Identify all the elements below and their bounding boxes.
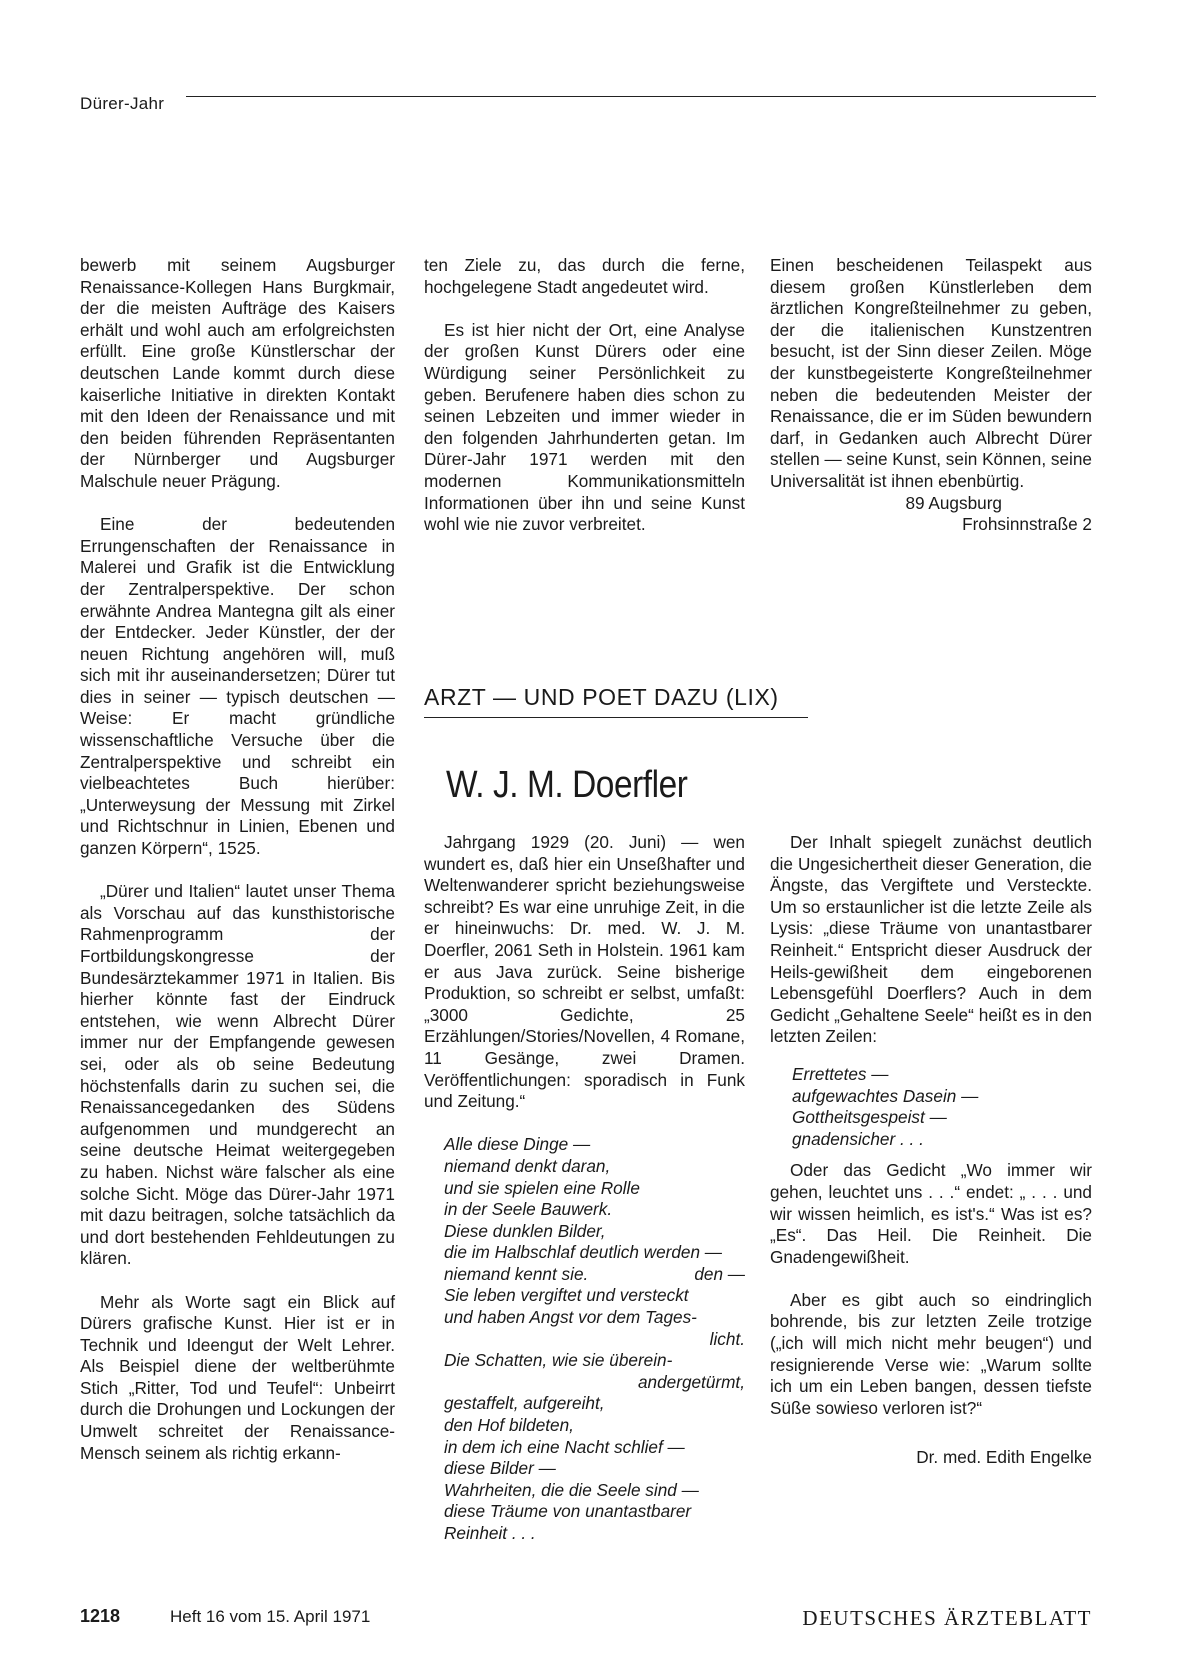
paragraph: „Dürer und Italien“ lautet unser Thema als Vorschau auf das kunsthistorische Rahmenprogramm der Fortbildungskongresse der Bundesärztekammer 1971 in Italien. Bis hierher könnte fast der Eindruck entstehen, wie wenn Albrecht Dürer immer nur der Empfangende gewesen sei, oder als ob seine Bedeutung höchstenfalls darin zu suchen sei, die Renaissancegedanken des Südens aufgenommen und mundgerecht an seine deutsche Heimat weitergegeben zu haben. Nichst wäre falscher als eine solche Sicht. Möge das Dürer-Jahr 1971 mit dazu beitragen, solche tatsächlich da und dort bestehenden Fehldeutungen zu klären.: [80, 881, 395, 1269]
poem-line: Errettetes —: [792, 1063, 889, 1084]
author-address-line: 89 Augsburg: [905, 492, 1002, 513]
poem-line: gnadensicher . . .: [792, 1128, 924, 1149]
poem-line: Gottheitsgespeist —: [792, 1107, 947, 1128]
poem-line: Alle diese Dinge —: [444, 1134, 591, 1155]
paragraph: bewerb mit seinem Augsburger Renaissance-Kollegen Hans Burgkmair, der die meisten Aufträge des Kaisers erhält und wohl auch am erfolgreichsten erfüllt. Eine große Künstlerschar der deutschen Lande kommt durch diese kaiserliche Initiative in direkten Kontakt mit den Ideen der Renaissance und mit den beiden führenden Repräsentanten der Nürnberger und Augsburger Malschule neuer Prägung.: [80, 255, 395, 491]
poem-quote: [444, 1134, 745, 1544]
issue-info: Heft 16 vom 15. April 1971: [170, 1607, 371, 1626]
author-address-line: Frohsinnstraße 2: [962, 514, 1092, 535]
poem-line: in der Seele Bauwerk.: [444, 1199, 613, 1220]
feature-column-left: [424, 832, 745, 1545]
author-signature: Dr. med. Edith Engelke: [916, 1447, 1092, 1468]
paragraph: Mehr als Worte sagt ein Blick auf Dürers grafische Kunst. Hier ist er in Technik und Ideengut der Welt Lehrer. Als Beispiel diene der weltberühmte Stich „Ritter, Tod und Teufel“: Unbeirrt durch die Drohungen und Lockungen der Umwelt schreitet der Renaissance-Mensch seinem als richtig erkann-: [80, 1291, 395, 1463]
poem-line: und sie spielen eine Rolle: [444, 1177, 640, 1198]
header-rule: [186, 96, 1096, 97]
poem-line: Sie leben vergiftet und versteckt: [444, 1285, 689, 1306]
journal-name: DEUTSCHES ÄRZTEBLATT: [802, 1606, 1092, 1630]
poem-line: Diese dunklen Bilder,: [444, 1220, 606, 1241]
page-footer: [80, 1606, 1092, 1636]
paragraph: Oder das Gedicht „Wo immer wir gehen, leuchtet uns . . .“ endet: „ . . . und wir wissen heimlich, es ist's.“ Was ist es? „Es“. Das Heil. Die Reinheit. Die Gnadengewißheit.: [770, 1160, 1092, 1267]
paragraph: Es ist hier nicht der Ort, eine Analyse der großen Kunst Dürers oder eine Würdigung seiner Persönlichkeit zu geben. Berufenere haben dies schon zu seinen Lebzeiten und immer wieder in den folgenden Jahrhunderten getan. Im Dürer-Jahr 1971 werden mit den modernen Kommunikationsmitteln Informationen über ihn und seine Kunst wohl wie nie zuvor verbreitet.: [424, 319, 745, 535]
poem-line-overflow: andergetürmt,: [637, 1371, 745, 1392]
poem-line: diese Träume von unantastbarer: [444, 1501, 692, 1522]
paragraph: Jahrgang 1929 (20. Juni) — wen wundert es, daß hier ein Unseßhafter und Weltenwanderer spricht beziehungsweise schreibt? Es war eine unruhige Zeit, in die er hineinwuchs: Dr. med. W. J. M. Doerfler, 2061 Seth in Holstein. 1961 kam er aus Java zurück. Seine bisherige Produktion, so schreibt er selbst, umfaßt: „3000 Gedichte, 25 Erzählungen/Stories/Novellen, 4 Romane, 11 Gesänge, zwei Dramen. Veröffentlichungen: sporadisch in Funk und Zeitung.“: [424, 832, 745, 1112]
article-column-3: [770, 255, 1092, 536]
paragraph: Einen bescheidenen Teilaspekt aus diesem großen Künstlerleben dem ärztlichen Kongreßteilnehmer zu geben, der die italienischen Kunstzentren besucht, ist der Sinn dieser Zeilen. Möge der kunstbegeisterte Kongreßteilnehmer neben die bedeutenden Meister der Renaissance, die er im Süden bewundern darf, in Gedanken auch Albrecht Dürer stellen — seine Kunst, sein Können, seine Universalität ist ihnen ebenbürtig.: [770, 255, 1092, 491]
paragraph: Der Inhalt spiegelt zunächst deutlich die Ungesichertheit dieser Generation, die Ängste, das Vergiftete und Versteckte. Um so erstaunlicher ist die letzte Zeile als Lysis: „diese Träume von unantastbarer Reinheit.“ Entspricht dieser Ausdruck der Heils-gewißheit dem eingeborenen Lebensgefühl Doerflers? Auch in dem Gedicht „Gehaltene Seele“ heißt es in den letzten Zeilen:: [770, 832, 1092, 1047]
paragraph: Aber es gibt auch so eindringlich bohrende, bis zur letzten Zeile trotzige („ich will mich nicht mehr beugen“) und resignierende Verse wie: „Warum sollte ich um ein Leben bangen, dessen tiefste Süße sowieso verloren ist?“: [770, 1289, 1092, 1418]
poem-line-overflow: den —: [694, 1263, 745, 1284]
article-column-2: [424, 255, 745, 536]
poem-line: Die Schatten, wie sie überein-: [444, 1350, 673, 1371]
poem-line: Wahrheiten, die die Seele sind —: [444, 1479, 699, 1500]
poem-line-text: niemand kennt sie.: [444, 1263, 589, 1284]
poem-line: und haben Angst vor dem Tages-: [444, 1307, 697, 1328]
poem-line: [444, 1264, 745, 1286]
poem-line: gestaffelt, aufgereiht,: [444, 1393, 605, 1414]
poem-quote: [792, 1064, 1092, 1150]
feature-column-right: [770, 832, 1092, 1469]
poet-name-heading: W. J. M. Doerfler: [446, 764, 688, 806]
poem-line: die im Halbschlaf deutlich werden —: [444, 1242, 722, 1263]
poem-line: aufgewachtes Dasein —: [792, 1085, 979, 1106]
poem-line: Reinheit . . .: [444, 1523, 536, 1543]
poem-line: den Hof bildeten,: [444, 1415, 574, 1436]
poem-line-overflow: licht.: [709, 1328, 745, 1349]
series-title: ARZT — UND POET DAZU (LIX): [424, 684, 808, 718]
poem-line: diese Bilder —: [444, 1458, 556, 1479]
page-number: 1218: [80, 1606, 121, 1626]
poem-line: niemand denkt daran,: [444, 1155, 611, 1176]
paragraph: ten Ziele zu, das durch die ferne, hochgelegene Stadt angedeutet wird.: [424, 255, 745, 297]
article-column-1: [80, 255, 395, 1464]
paragraph: Eine der bedeutenden Errungenschaften der Renaissance in Malerei und Grafik ist die Entwicklung der Zentralperspektive. Der schon erwähnte Andrea Mantegna gilt als einer der Entdecker. Jeder Künstler, der der neuen Richtung angehören will, muß sich mit ihr auseinandersetzen; Dürer tut dies in seiner — typisch deutschen — Weise: Er macht gründliche wissenschaftliche Versuche über die Zentralperspektive und schreibt ein vielbeachtetes Buch hierüber: „Unterweysung der Messung mit Zirkel und Richtschnur in Linien, Ebenen und ganzen Körpern“, 1525.: [80, 514, 395, 859]
section-header: Dürer-Jahr: [80, 94, 165, 113]
poem-line: in dem ich eine Nacht schlief —: [444, 1436, 685, 1457]
